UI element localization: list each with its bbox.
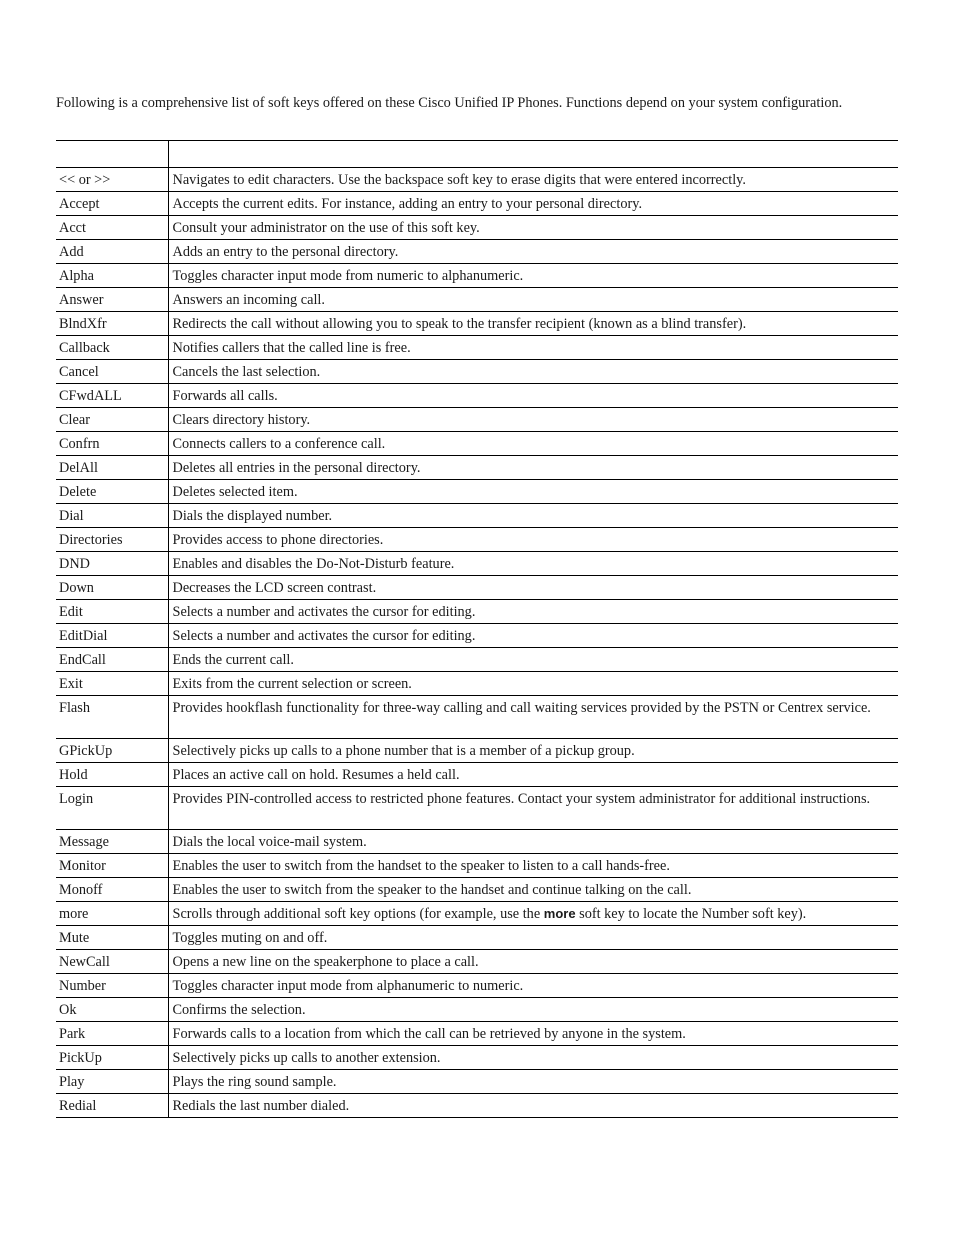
- soft-key-description: Redials the last number dialed.: [168, 1094, 898, 1118]
- table-row: [56, 264, 898, 288]
- table-row: [56, 763, 898, 787]
- soft-key-description: Toggles character input mode from numeric to alphanumeric.: [168, 264, 898, 288]
- table-row: [56, 552, 898, 576]
- soft-key-description: Toggles muting on and off.: [168, 926, 898, 950]
- table-row: [56, 408, 898, 432]
- soft-key-name: Down: [56, 576, 168, 600]
- table-row: [56, 1070, 898, 1094]
- soft-key-description: [168, 902, 898, 926]
- bold-soft-key-name: more: [543, 906, 576, 921]
- soft-key-description: Places an active call on hold. Resumes a held call.: [168, 763, 898, 787]
- soft-key-name: Play: [56, 1070, 168, 1094]
- soft-key-name: Callback: [56, 336, 168, 360]
- soft-key-description: Answers an incoming call.: [168, 288, 898, 312]
- soft-key-description: Provides PIN-controlled access to restricted phone features. Contact your system administrator for additional instructions.: [168, 787, 898, 830]
- soft-key-name: Login: [56, 787, 168, 830]
- soft-key-name: Message: [56, 830, 168, 854]
- soft-key-name: Redial: [56, 1094, 168, 1118]
- soft-key-name: PickUp: [56, 1046, 168, 1070]
- table-row: [56, 974, 898, 998]
- intro-paragraph: Following is a comprehensive list of soft keys offered on these Cisco Unified IP Phones. Functions depend on your system configuration.: [56, 95, 843, 111]
- soft-key-name: NewCall: [56, 950, 168, 974]
- table-row: [56, 672, 898, 696]
- table-row: [56, 854, 898, 878]
- soft-key-name: Accept: [56, 192, 168, 216]
- soft-key-description: Selects a number and activates the cursor for editing.: [168, 600, 898, 624]
- soft-key-description: Opens a new line on the speakerphone to place a call.: [168, 950, 898, 974]
- description-text: soft key to locate the Number soft key).: [575, 906, 807, 922]
- table-row: [56, 998, 898, 1022]
- soft-key-name: DND: [56, 552, 168, 576]
- soft-key-description: Confirms the selection.: [168, 998, 898, 1022]
- table-row: [56, 168, 898, 192]
- soft-key-name: EditDial: [56, 624, 168, 648]
- table-row: [56, 926, 898, 950]
- soft-key-name: Answer: [56, 288, 168, 312]
- soft-key-description: Selects a number and activates the cursor for editing.: [168, 624, 898, 648]
- soft-key-description: Dials the displayed number.: [168, 504, 898, 528]
- soft-key-name: Flash: [56, 696, 168, 739]
- table-row: [56, 504, 898, 528]
- soft-key-description: Cancels the last selection.: [168, 360, 898, 384]
- soft-key-name: Ok: [56, 998, 168, 1022]
- table-row: [56, 312, 898, 336]
- soft-key-description: Toggles character input mode from alphanumeric to numeric.: [168, 974, 898, 998]
- soft-key-name: GPickUp: [56, 739, 168, 763]
- soft-key-name: Park: [56, 1022, 168, 1046]
- table-row: [56, 696, 898, 739]
- soft-key-name: Mute: [56, 926, 168, 950]
- header-description: [168, 141, 898, 168]
- soft-key-description: Decreases the LCD screen contrast.: [168, 576, 898, 600]
- soft-key-description: Accepts the current edits. For instance, adding an entry to your personal directory.: [168, 192, 898, 216]
- table-row: [56, 360, 898, 384]
- table-row: [56, 624, 898, 648]
- table-row: [56, 902, 898, 926]
- table-row: [56, 878, 898, 902]
- soft-key-name: Alpha: [56, 264, 168, 288]
- table-row: [56, 240, 898, 264]
- table-row: [56, 1046, 898, 1070]
- soft-key-name: Directories: [56, 528, 168, 552]
- description-text: Scrolls through additional soft key options (for example, use the: [172, 906, 544, 922]
- soft-key-description: Selectively picks up calls to another extension.: [168, 1046, 898, 1070]
- soft-key-description: Connects callers to a conference call.: [168, 432, 898, 456]
- table-row: [56, 456, 898, 480]
- soft-key-description: Deletes selected item.: [168, 480, 898, 504]
- soft-key-description: Provides access to phone directories.: [168, 528, 898, 552]
- soft-key-description: Forwards all calls.: [168, 384, 898, 408]
- soft-key-name: Dial: [56, 504, 168, 528]
- soft-keys-table: [56, 140, 898, 1118]
- table-row: [56, 739, 898, 763]
- table-row: [56, 480, 898, 504]
- soft-key-description: Redirects the call without allowing you to speak to the transfer recipient (known as a blind transfer).: [168, 312, 898, 336]
- soft-key-description: Enables and disables the Do-Not-Disturb feature.: [168, 552, 898, 576]
- table-row: [56, 384, 898, 408]
- soft-key-description: Ends the current call.: [168, 648, 898, 672]
- soft-key-name: << or >>: [56, 168, 168, 192]
- table-row: [56, 648, 898, 672]
- table-row: [56, 216, 898, 240]
- soft-key-name: Add: [56, 240, 168, 264]
- soft-key-name: Edit: [56, 600, 168, 624]
- soft-key-name: Monoff: [56, 878, 168, 902]
- soft-key-name: Hold: [56, 763, 168, 787]
- soft-key-name: Delete: [56, 480, 168, 504]
- soft-key-name: BlndXfr: [56, 312, 168, 336]
- soft-key-name: Cancel: [56, 360, 168, 384]
- soft-key-name: Confrn: [56, 432, 168, 456]
- table-row: [56, 600, 898, 624]
- table-row: [56, 576, 898, 600]
- soft-key-name: CFwdALL: [56, 384, 168, 408]
- table-row: [56, 528, 898, 552]
- table-row: [56, 950, 898, 974]
- soft-key-description: Notifies callers that the called line is free.: [168, 336, 898, 360]
- soft-key-description: Adds an entry to the personal directory.: [168, 240, 898, 264]
- soft-key-description: Forwards calls to a location from which the call can be retrieved by anyone in the system.: [168, 1022, 898, 1046]
- soft-key-name: EndCall: [56, 648, 168, 672]
- soft-key-name: Exit: [56, 672, 168, 696]
- soft-key-description: Clears directory history.: [168, 408, 898, 432]
- soft-key-description: Selectively picks up calls to a phone number that is a member of a pickup group.: [168, 739, 898, 763]
- soft-key-description: Consult your administrator on the use of this soft key.: [168, 216, 898, 240]
- table-row: [56, 1094, 898, 1118]
- soft-key-description: Enables the user to switch from the handset to the speaker to listen to a call hands-free.: [168, 854, 898, 878]
- table-row: [56, 432, 898, 456]
- table-row: [56, 288, 898, 312]
- table-header-row: [56, 141, 898, 168]
- soft-key-description: Dials the local voice-mail system.: [168, 830, 898, 854]
- soft-key-name: Number: [56, 974, 168, 998]
- soft-key-description: Provides hookflash functionality for three-way calling and call waiting services provided by the PSTN or Centrex service.: [168, 696, 898, 739]
- soft-key-name: DelAll: [56, 456, 168, 480]
- table-row: [56, 830, 898, 854]
- soft-key-description: Plays the ring sound sample.: [168, 1070, 898, 1094]
- soft-key-description: Enables the user to switch from the speaker to the handset and continue talking on the call.: [168, 878, 898, 902]
- soft-key-description: Deletes all entries in the personal directory.: [168, 456, 898, 480]
- soft-key-description: Navigates to edit characters. Use the backspace soft key to erase digits that were entered incorrectly.: [168, 168, 898, 192]
- soft-key-name: Monitor: [56, 854, 168, 878]
- header-soft-key: [56, 141, 168, 168]
- table-row: [56, 787, 898, 830]
- soft-key-name: Clear: [56, 408, 168, 432]
- table-row: [56, 336, 898, 360]
- soft-key-name: more: [56, 902, 168, 926]
- soft-key-name: Acct: [56, 216, 168, 240]
- table-row: [56, 192, 898, 216]
- soft-key-description: Exits from the current selection or screen.: [168, 672, 898, 696]
- table-row: [56, 1022, 898, 1046]
